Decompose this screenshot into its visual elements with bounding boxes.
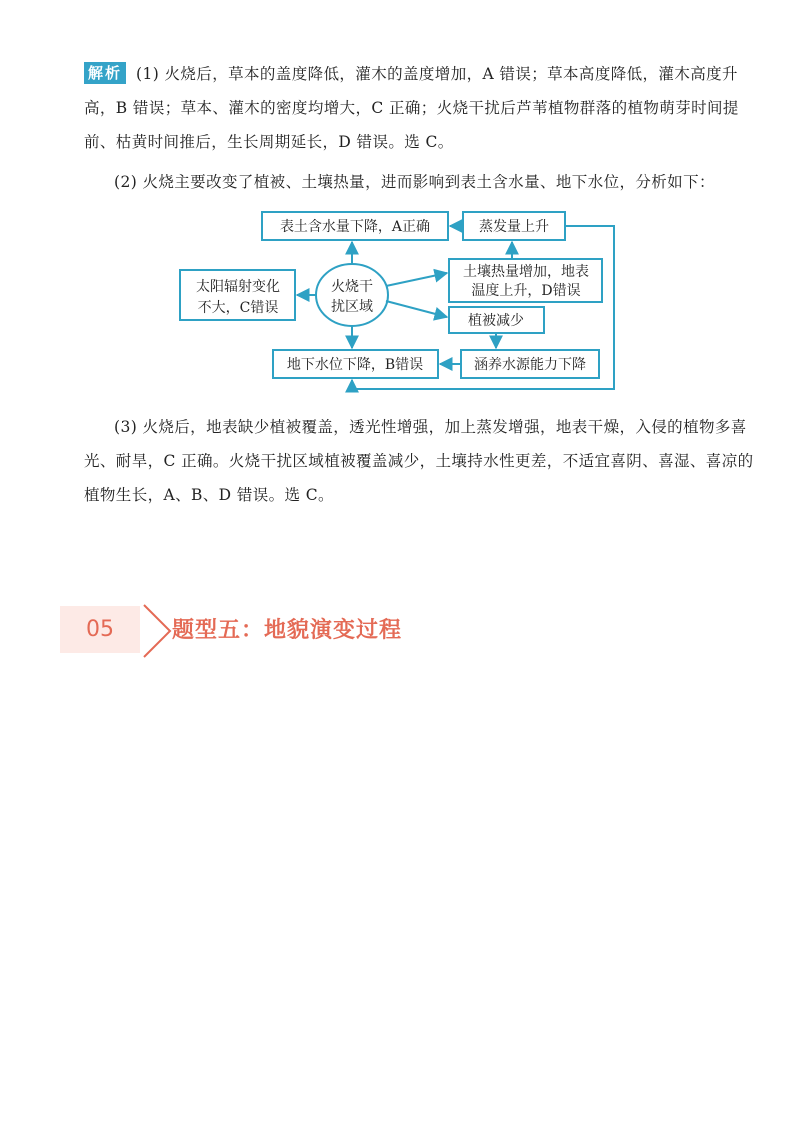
box-conservation bbox=[461, 350, 599, 378]
box-soil-heat bbox=[449, 259, 602, 302]
box-topsoil-label: 表土含水量下降，A正确 bbox=[279, 219, 431, 235]
box-evaporation bbox=[463, 212, 565, 240]
analysis-part1-text: (1) 火烧后，草本的盖度降低，灌木的盖度增加，A 错误；草本高度降低，灌木高度升高，B 错误；草本、灌木的密度均增大，C 正确；火烧干扰后芦苇植物群落的植物萌芽时间提前、枯黄时间推后，生长周期延长，D 错误。选 C。 bbox=[84, 65, 739, 151]
box-conservation-label: 涵养水源能力下降 bbox=[474, 357, 586, 373]
analysis-part3: (3) 火烧后，地表缺少植被覆盖，透光性增强，加上蒸发增强，地表干燥，入侵的植物多喜光、耐旱，C 正确。火烧干扰区域植被覆盖减少，土壤持水性更差，不适宜喜阴、喜湿、喜凉的植物生长，A、B、D 错误。选 C。 bbox=[84, 418, 754, 504]
box-solar-label-1: 太阳辐射变化 bbox=[196, 279, 280, 295]
section-header bbox=[60, 603, 760, 659]
section-number: 05 bbox=[86, 617, 114, 642]
chevron-right-icon bbox=[140, 603, 176, 659]
box-groundwater-label: 地下水位下降，B错误 bbox=[286, 357, 424, 373]
box-soil-heat-label-2: 温度上升，D错误 bbox=[471, 283, 581, 299]
box-vegetation-label: 植被减少 bbox=[468, 313, 524, 329]
box-evaporation-label: 蒸发量上升 bbox=[479, 219, 549, 235]
analysis-part2: (2) 火烧主要改变了植被、土壤热量，进而影响到表土含水量、地下水位，分析如下： bbox=[114, 173, 715, 191]
center-node-label-1: 火烧干 bbox=[331, 279, 373, 295]
center-node bbox=[316, 264, 388, 326]
section-title: 题型五：地貌演变过程 bbox=[172, 618, 403, 643]
box-topsoil bbox=[262, 212, 448, 240]
analysis-badge: 解析 bbox=[84, 62, 126, 84]
analysis-part1 bbox=[84, 57, 754, 159]
box-groundwater bbox=[273, 350, 438, 378]
box-vegetation bbox=[449, 307, 544, 333]
box-solar-label-2: 不大，C错误 bbox=[197, 300, 279, 316]
box-solar bbox=[180, 270, 295, 320]
center-node-label-2: 扰区域 bbox=[331, 299, 373, 315]
box-soil-heat-label-1: 土壤热量增加，地表 bbox=[463, 264, 589, 280]
